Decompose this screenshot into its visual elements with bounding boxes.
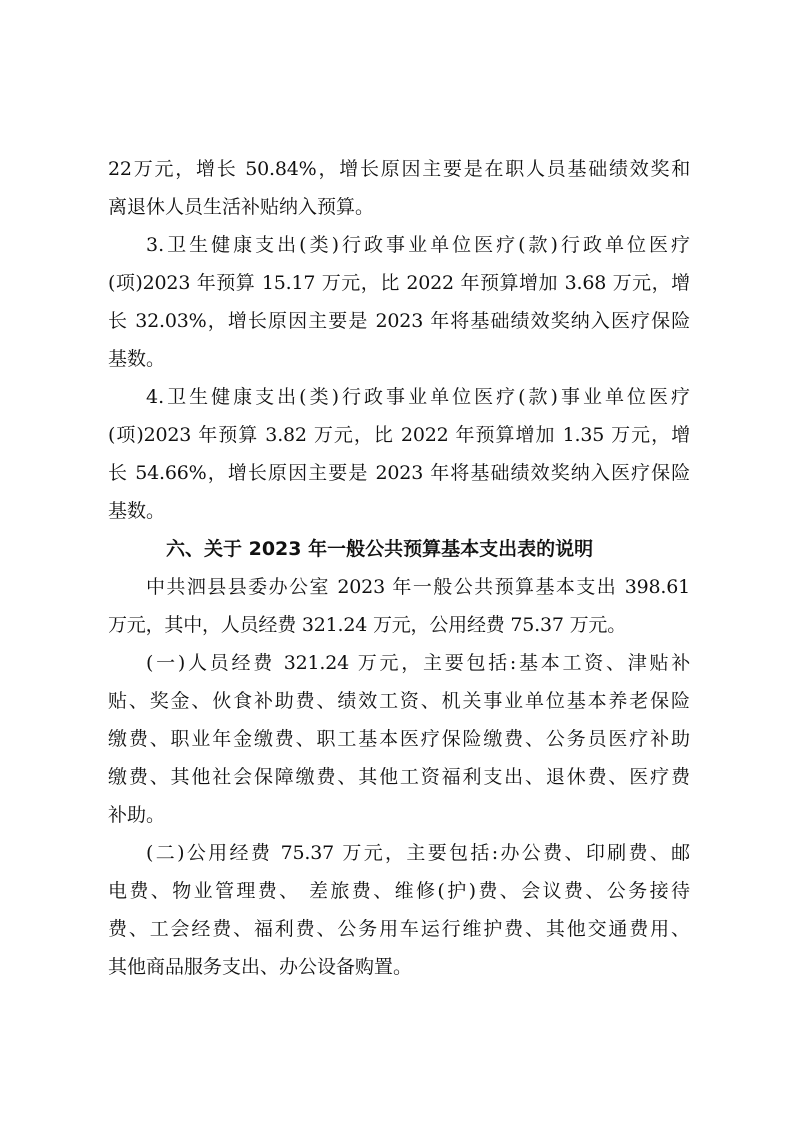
paragraph-line: 费、工会经费、福利费、公务用车运行维护费、其他交通费用、 [108,918,690,940]
paragraph-line: 基数。 [108,348,166,370]
paragraph-line: 长 32.03%，增长原因主要是 2023 年将基础绩效奖纳入医疗保险 [108,310,690,332]
paragraph-line: (一)人员经费 321.24 万元，主要包括:基本工资、津贴补 [146,652,690,674]
paragraph-line: 基数。 [108,500,166,522]
paragraph-line: 贴、奖金、伙食补助费、绩效工资、机关事业单位基本养老保险 [108,690,690,712]
paragraph-line: 缴费、职业年金缴费、职工基本医疗保险缴费、公务员医疗补助 [108,728,690,750]
paragraph-line: (二)公用经费 75.37 万元，主要包括:办公费、印刷费、邮 [146,842,690,864]
document-body [108,150,690,986]
paragraph-line: (项)2023 年预算 15.17 万元，比 2022 年预算增加 3.68 万元，增 [108,272,690,294]
paragraph-line: 4.卫生健康支出(类)行政事业单位医疗(款)事业单位医疗 [146,386,690,408]
paragraph-line: 中共泗县县委办公室 2023 年一般公共预算基本支出 398.61 [146,576,690,598]
section-heading: 六、关于 2023 年一般公共预算基本支出表的说明 [166,538,594,560]
paragraph-line: 缴费、其他社会保障缴费、其他工资福利支出、退休费、医疗费 [108,766,690,788]
paragraph-line: (项)2023 年预算 3.82 万元，比 2022 年预算增加 1.35 万元，增 [108,424,690,446]
paragraph-line: 电费、物业管理费、 差旅费、维修(护)费、会议费、公务接待 [108,880,690,902]
paragraph-line: 万元，其中，人员经费 321.24 万元，公用经费 75.37 万元。 [108,614,627,636]
paragraph-line: 3.卫生健康支出(类)行政事业单位医疗(款)行政单位医疗 [146,234,690,256]
paragraph-line: 补助。 [108,804,166,826]
paragraph-line: 22万元，增长 50.84%，增长原因主要是在职人员基础绩效奖和 [108,158,690,180]
paragraph-line: 其他商品服务支出、办公设备购置。 [108,956,413,978]
paragraph-line: 长 54.66%，增长原因主要是 2023 年将基础绩效奖纳入医疗保险 [108,462,690,484]
paragraph-line: 离退休人员生活补贴纳入预算。 [108,196,375,218]
